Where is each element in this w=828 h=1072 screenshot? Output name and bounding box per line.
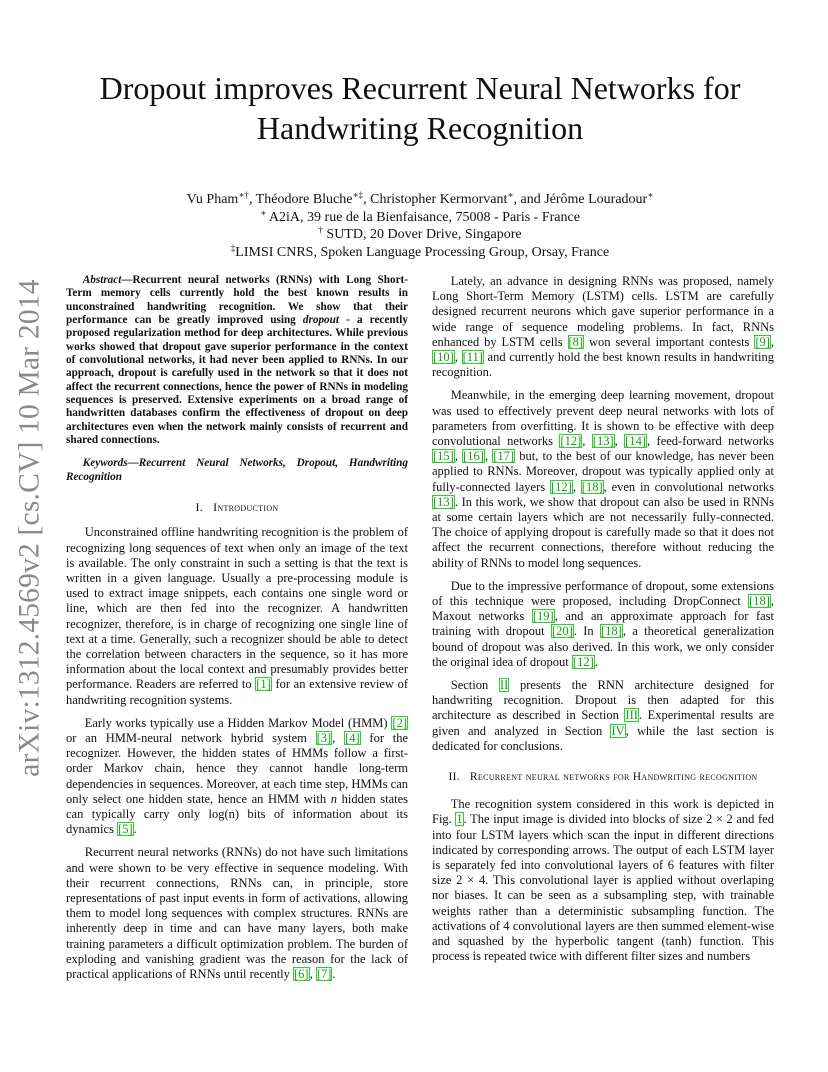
section-heading: II. Recurrent neural networks for Handwriting recognition [448,771,758,784]
paragraph: Unconstrained offline handwriting recognition is the problem of recognizing long sequences of text when only an image of the text is available. The only constraint in such a setting is that the text is written in a given language. Usually a pre-processing module is used to extract image snippets, each contains one single word or line, which are then fed into the recognizer. A handwritten recognizer, therefore, is in charge of recognizing one single line of text at a time. Generally, such a recognizer should be able to detect the correlation between characters in the sequence, so it has more information about the local context and presumably provides better performance. Readers are referred to [1] for an extensive review of handwriting recognition systems. [66,525,408,707]
affiliation-mark: ∗ [647,190,654,200]
affiliation-mark: ‡ [230,242,236,253]
abstract-label: Abstract [82,274,122,286]
author-block [70,191,770,261]
affiliation-text: LIMSI CNRS, Spoken Language Processing Group, Orsay, France [235,244,610,260]
paper-title-line1: Dropout improves Recurrent Neural Networks for [99,70,741,106]
paragraph: The recognition system considered in this work is depicted in Fig. 1. The input image is divided into blocks of size 2 × 2 and fed into four LSTM layers which scan the input in different directions indicated by corresponding arrows. The output of each LSTM layer is separately fed into convolutional layers of 6 features with filter size 2 × 4. This convolutional layer is applied without overlaping nor biases. It can be seen as a subsampling step, with trainable weights rather than a deterministic subsampling function. The activations of 4 convolutional layers are then summed element-wise and squashed by the hyperbolic tangent (tanh) function. This process is repeated twice with different filter sizes and numbers [432,797,774,964]
affiliation [70,244,770,262]
citation-link[interactable]: [12] [560,434,582,449]
affiliation-mark: † [318,225,323,235]
arxiv-identifier-text: arXiv:1312.4569v2 [cs.CV] 10 Mar 2014 [13,279,46,777]
math-n: n [330,791,337,806]
citation-link[interactable]: [10] [433,350,454,365]
citation-link[interactable]: [4] [345,731,360,745]
affiliation-mark: ∗† [238,190,249,200]
citation-link[interactable]: [18] [749,594,770,609]
citation-link[interactable]: [18] [600,624,622,639]
citation-link[interactable]: [8] [568,334,584,349]
arxiv-identifier [4,279,56,777]
left-column [66,274,408,990]
math-log: log(n) [208,807,240,822]
author-name: , Christopher Kermorvant [363,192,508,207]
citation-link[interactable]: [12] [572,654,594,669]
citation-link[interactable]: [17] [493,449,515,464]
affiliation [70,226,770,244]
paragraph: Lately, an advance in designing RNNs was proposed, namely Long Short-Term Memory (LSTM) cells. LSTM are carefully designed recurrent neurons which gave superior performance in a wide range of sequence modeling problems. In fact, RNNs enhanced by LSTM cells [8] won several important contests [9], [10], [11] and currently hold the best known results in handwriting recognition. [432,274,775,380]
citation-link[interactable]: [18] [581,479,603,494]
paragraph: Recurrent neural networks (RNNs) do not have such limitations and were shown to be very effective in sequence modeling. With their recurrent connections, RNNs can, in principle, store representations of past input events in form of activations, allowing them to model long sequences with complex structures. RNNs are inherently deep in time and can have many layers, both make training parameters a difficult optimization problem. The burden of exploding and vanishing gradient was the reason for the lack of practical applications of RNNs until recently [6], [7]. [66,845,408,982]
author-list [70,191,770,209]
citation-link[interactable]: [11] [462,350,483,365]
affiliation-mark: ∗ [507,190,514,200]
keywords: Keywords—Recurrent Neural Networks, Dropout, Handwriting Recognition [66,457,408,483]
math-expression: 2 × 4 [456,873,486,888]
citation-link[interactable]: [12] [550,479,572,494]
affiliation-mark: ∗‡ [352,190,364,200]
paragraph: Early works typically use a Hidden Markov Model (HMM) [2] or an HMM-neural network hybrid system [3], [4] for the recognizer. However, the hidden states of HMMs follow a first-order Markov chain, hence they cannot handle long-term dependencies in sequences. Moreover, at each time step, HMMs can only select one hidden state, hence an HMM with n hidden states can typically carry only log(n) bits of information about its dynamics [5]. [66,715,409,837]
citation-link[interactable]: [6] [294,967,309,982]
citation-link[interactable]: [2] [392,715,407,730]
affiliation-text: SUTD, 20 Dover Drive, Singapore [322,227,522,242]
citation-link[interactable]: [1] [256,677,271,692]
citation-link[interactable]: [7] [316,967,332,982]
citation-link[interactable]: [13] [592,434,614,449]
citation-link[interactable]: [20] [551,624,573,639]
paper-title-line2: Handwriting Recognition [256,110,584,146]
paragraph: Due to the impressive performance of dropout, some extensions of this technique were proposed, including DropConnect [18], Maxout networks [19], and an approximate approach for fast training with dropout [20]. In [18], a theoretical generalization bound of dropout was also derived. In this work, we only consider the original idea of dropout [12]. [432,578,774,669]
affiliation-text: A2iA, 39 rue de la Bienfaisance, 75008 - Paris - France [266,209,580,225]
citation-link[interactable]: [9] [755,334,770,349]
author-name: , and Jérôme Louradour [513,192,648,207]
affiliation-mark: ∗ [260,207,267,218]
citation-link[interactable]: [19] [532,609,554,624]
citation-link[interactable]: [16] [463,449,484,464]
citation-link[interactable]: [15] [433,449,454,464]
paragraph: Meanwhile, in the emerging deep learning movement, dropout was used to effectively prevent deep neural networks with lots of parameters from overfitting. It is shown to be effective with deep convolutional networks [12], [13], [14], feed-forward networks [15], [16], [17] but, to the best of our knowledge, has never been applied to RNNs. Moreover, dropout was typically applied only at fully-connected layers [12], [18], even in convolutional networks [13]. In this work, we show that dropout can also be used in RNNs at some certain layers which are not necessarily fully-connected. The choice of applying dropout is carefully made so that it does not affect the recurrent connections, therefore without reducing the ability of RNNs to model long sequences. [432,388,775,570]
citation-link[interactable]: [13] [433,494,454,509]
citation-link[interactable]: [3] [316,731,332,745]
right-column [432,274,774,972]
abstract: Abstract—Recurrent neural networks (RNNs) with Long Short-Term memory cells currently hold the best known results in unconstrained handwriting recognition. We show that their performance can be greatly improved using dropout - a recently proposed regularization method for deep architectures. While previous works showed that dropout gave superior performance in the context of convolutional networks, it had never been applied to RNNs. In our approach, dropout is carefully used in the network so that it does not affect the recurrent connections, hence the power of RNNs in modeling sequences is preserved. Extensive experiments on a broad range of handwritten databases confirm the effectiveness of dropout on deep architectures even when the network mainly consists of recurrent and shared connections. [66,274,408,447]
paragraph: Section II presents the RNN architecture designed for handwriting recognition. Dropout is then adapted for this architecture as described in Section III. Experimental results are given and analyzed in Section IV, while the last section is dedicated for conclusions. [432,678,774,753]
section-link[interactable]: III [625,708,638,723]
citation-link[interactable]: [14] [625,434,646,449]
section-heading: I. Introduction [195,500,279,515]
figure-link[interactable]: 1 [456,812,463,827]
math-expression: 2 × 2 [706,812,733,827]
author-name: , Théodore Bluche [248,192,353,207]
section-link[interactable]: IV [611,723,625,738]
section-link[interactable]: II [499,678,509,693]
citation-link[interactable]: [5] [118,822,133,837]
affiliation [70,209,770,227]
paper-title [70,68,770,148]
author-name: Vu Pham [186,192,239,207]
